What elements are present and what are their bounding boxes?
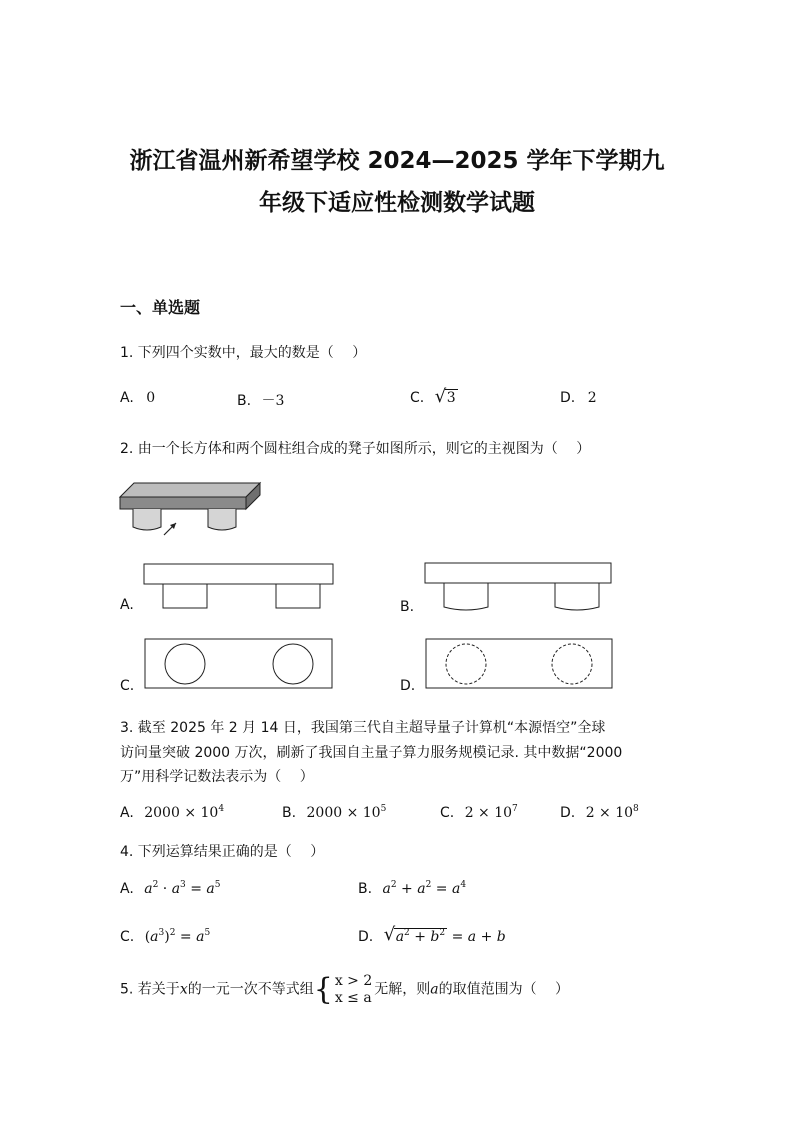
q1-option-d-value: 2 [587, 390, 597, 406]
q2-option-d-figure[interactable] [425, 638, 615, 690]
q2-option-b-figure[interactable] [424, 562, 614, 614]
q1-option-b[interactable] [237, 390, 284, 410]
q4-option-b-expr: $a^2 + a^2 = a^4$ [382, 880, 467, 897]
q5-stem-c: 无解，则 [374, 981, 431, 998]
page-title-line1: 浙江省温州新希望学校 2024—2025 学年下学期九 [129, 148, 665, 174]
q3-option-c-base: 2 × 10 [464, 805, 513, 821]
q4-option-d-expr: √ $a^2 + b^2 = a + b$ [383, 924, 506, 945]
q3-option-c-label: C. [440, 805, 455, 821]
q4-option-a-expr: $a^2 \cdot a^3 = a^5$ [144, 880, 221, 897]
q2-option-b-label[interactable]: B. [400, 599, 415, 615]
q3-option-b-base: 2000 × 10 [306, 805, 381, 821]
q2-option-c-label[interactable]: C. [120, 678, 135, 694]
q3-option-d-exp: 8 [633, 804, 639, 814]
q1-option-b-label: B. [237, 393, 252, 409]
q1-option-a[interactable] [120, 390, 155, 406]
q1-option-a-label: A. [120, 390, 134, 406]
q1-option-c[interactable] [410, 386, 458, 407]
q1-option-d-label: D. [560, 390, 576, 406]
q4-option-d[interactable] [358, 924, 506, 945]
q3-option-a[interactable] [120, 804, 224, 821]
q4-option-b[interactable] [358, 880, 466, 897]
q2-option-c-figure[interactable] [144, 638, 334, 690]
q3-option-a-base: 2000 × 10 [144, 805, 219, 821]
q3-option-c[interactable] [440, 804, 518, 821]
question-3-line1: 3. 截至 2025 年 2 月 14 日，我国第三代自主超导量子计算机“本源悟空”全球 [120, 720, 606, 736]
q5-system-brace: { [313, 972, 333, 1007]
q4-option-c-label: C. [120, 929, 135, 945]
q1-option-d[interactable] [560, 390, 597, 406]
q2-option-a-label[interactable]: A. [120, 597, 134, 613]
q5-stem-a: 5. 若关于 [120, 981, 180, 998]
question-2-stem: 2. 由一个长方体和两个圆柱组合成的凳子如图所示，则它的主视图为（ ） [120, 441, 591, 457]
q3-option-a-label: A. [120, 805, 134, 821]
q5-stem-b: 的一元一次不等式组 [187, 981, 314, 998]
q4-option-d-label: D. [358, 929, 374, 945]
stool-3d-figure [118, 480, 268, 540]
section-heading: 一、单选题 [120, 298, 201, 317]
q3-option-d-label: D. [560, 805, 576, 821]
q3-option-d[interactable] [560, 804, 639, 821]
q1-option-b-value: －3 [261, 393, 285, 409]
q5-system-line1: x > 2 [334, 972, 373, 989]
q3-option-c-exp: 7 [512, 804, 518, 814]
q5-var-a: a [430, 981, 439, 998]
q1-option-c-sqrt: √ 3 [434, 386, 456, 407]
q2-option-d-label[interactable]: D. [400, 678, 416, 694]
q4-option-b-label: B. [358, 881, 373, 897]
q1-option-a-value: 0 [146, 390, 156, 406]
q4-option-a-label: A. [120, 881, 134, 897]
q2-option-a-figure[interactable] [143, 563, 335, 611]
q5-var-x: x [179, 981, 188, 998]
question-3-line3: 万”用科学记数法表示为（ ） [120, 769, 314, 785]
q3-option-b[interactable] [282, 804, 386, 821]
q1-option-c-label: C. [410, 390, 425, 406]
q4-option-a[interactable] [120, 880, 221, 897]
q4-option-c-expr: $(a^3)^2 = a^5$ [144, 928, 211, 945]
question-3-line2: 访问量突破 2000 万次，刷新了我国自主量子算力服务规模记录. 其中数据“2000 [120, 745, 623, 761]
q1-option-c-value: 3 [446, 390, 456, 406]
question-5-stem [120, 972, 569, 1007]
q5-stem-d: 的取值范围为（ ） [438, 981, 570, 998]
q3-option-a-exp: 4 [218, 804, 225, 814]
q5-system-line2: x ≤ a [334, 989, 372, 1006]
question-1-stem: 1. 下列四个实数中，最大的数是（ ） [120, 345, 367, 361]
page-title-line2: 年级下适应性检测数学试题 [259, 190, 535, 216]
q3-option-b-label: B. [282, 805, 297, 821]
question-4-stem: 4. 下列运算结果正确的是（ ） [120, 844, 325, 860]
q5-inequality-system [335, 973, 372, 1007]
q3-option-b-exp: 5 [380, 804, 387, 814]
q4-option-c[interactable] [120, 928, 210, 945]
q3-option-d-base: 2 × 10 [585, 805, 634, 821]
